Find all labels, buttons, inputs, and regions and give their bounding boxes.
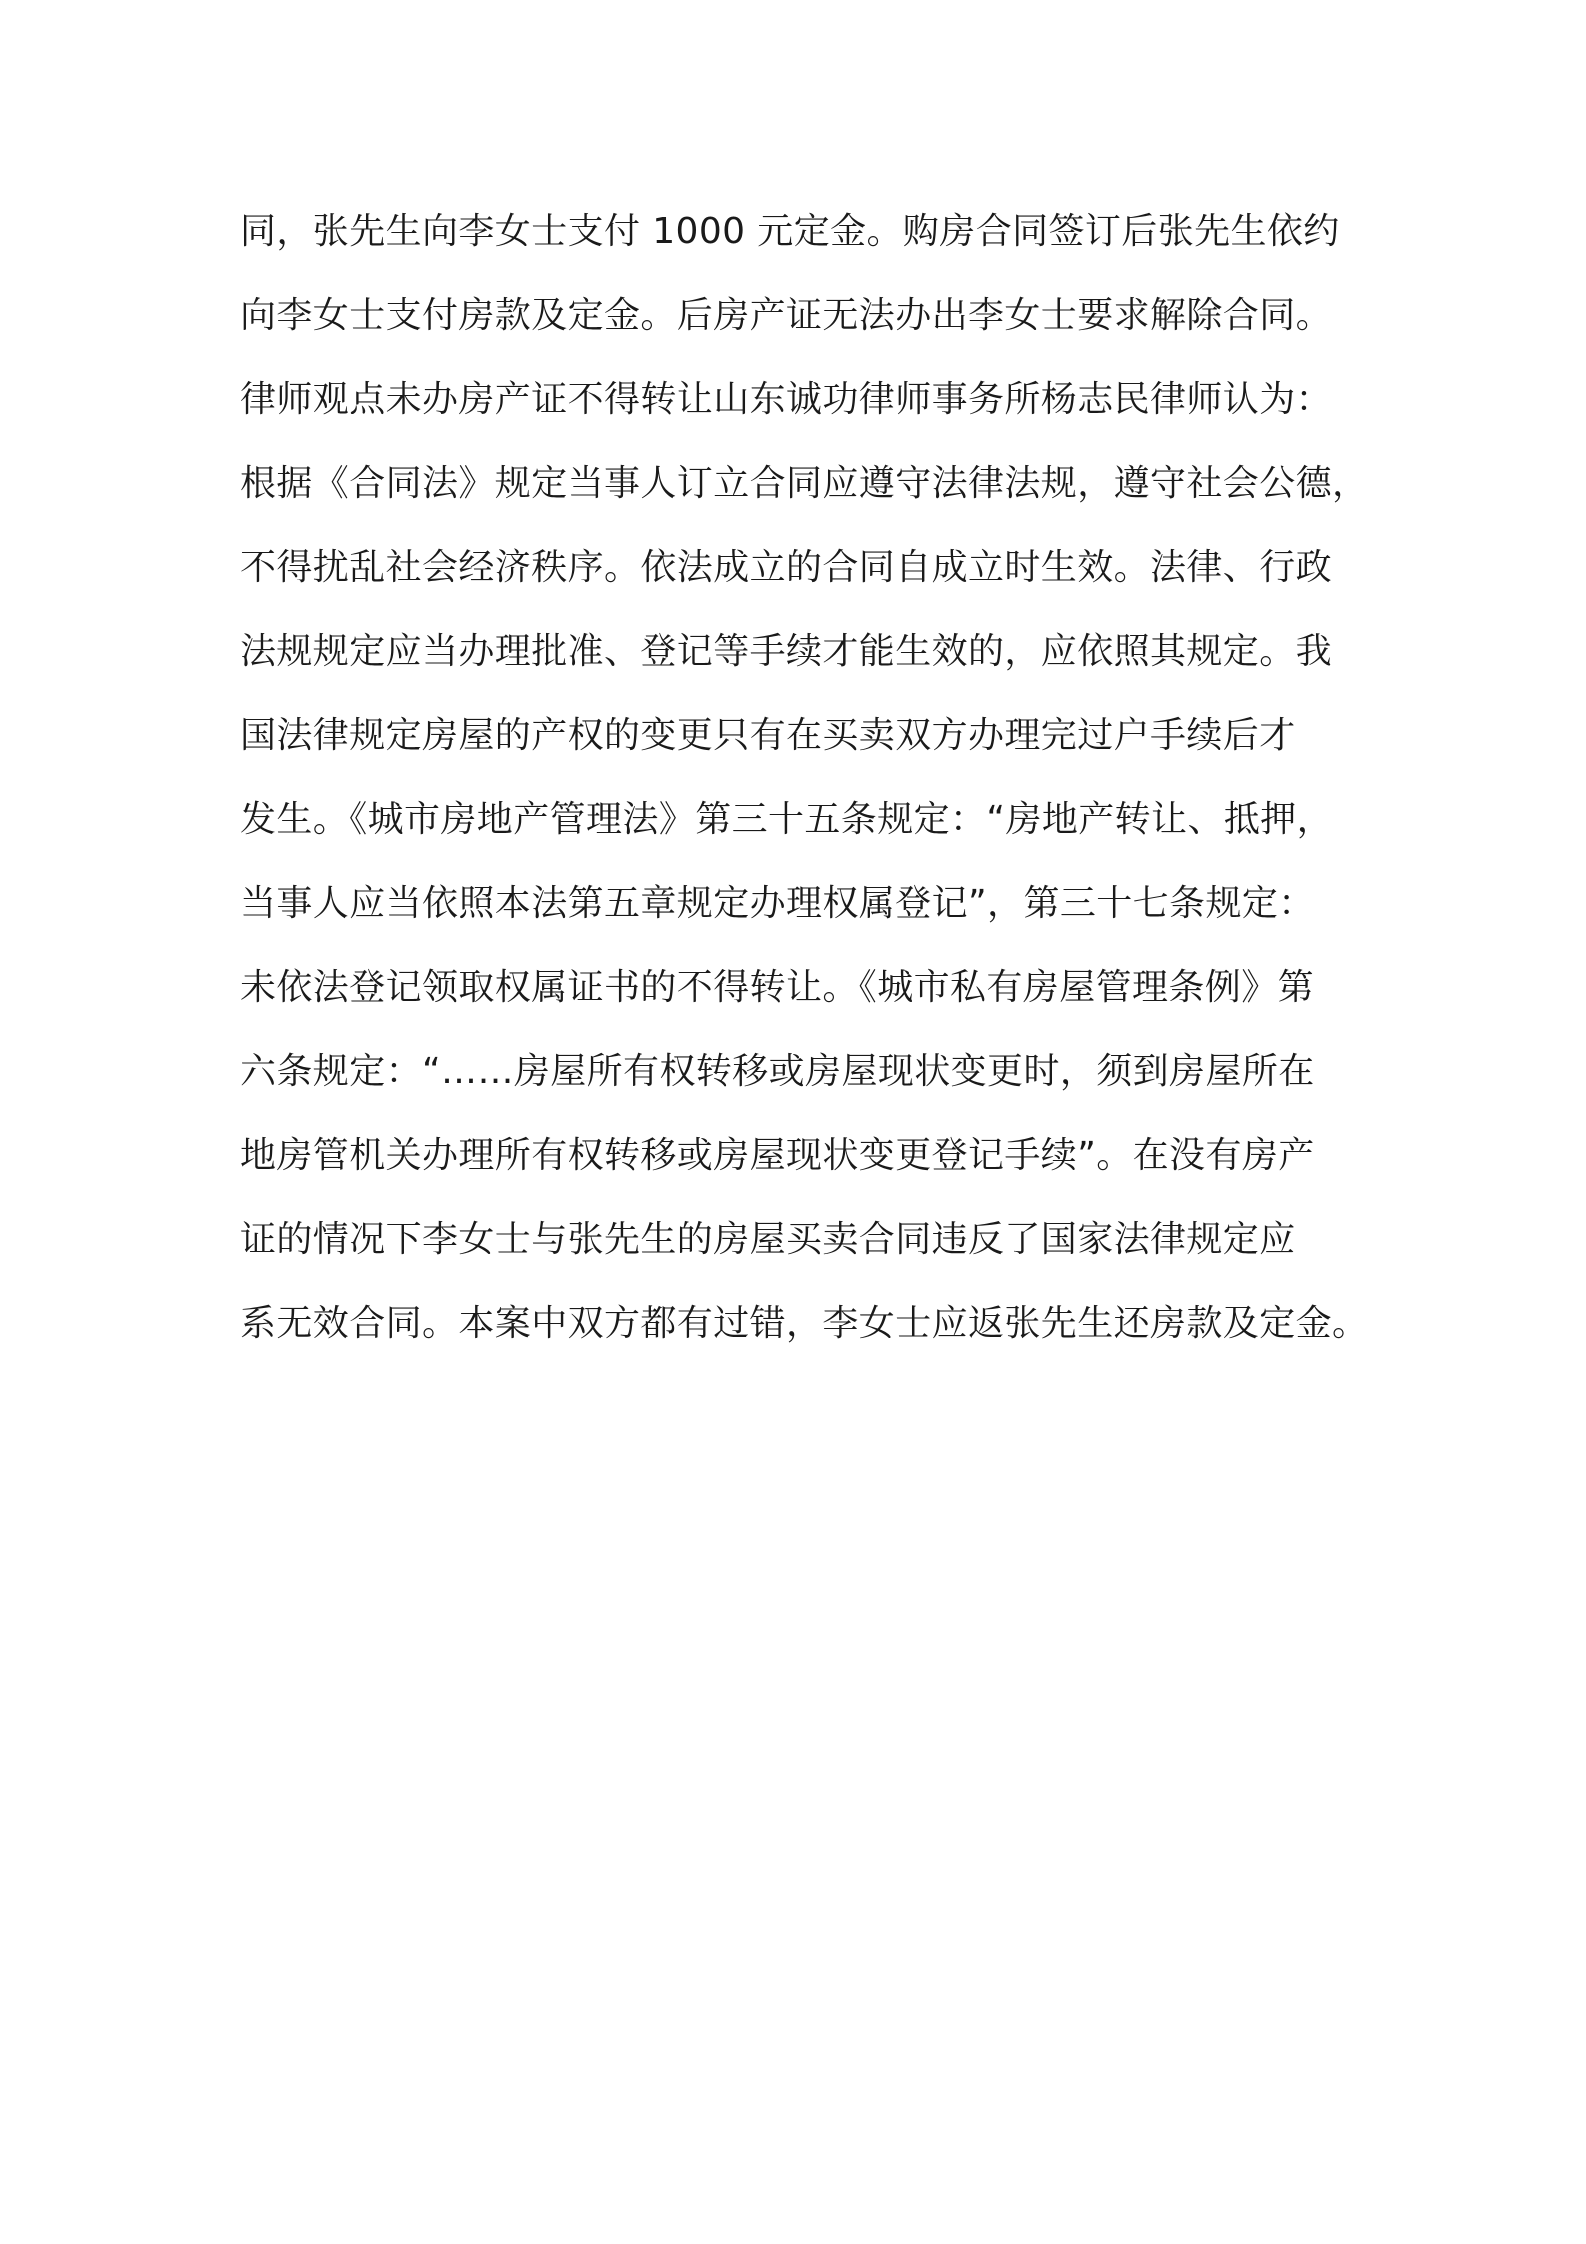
text-line: 同，张先生向李女士支付 1000 元定金。购房合同签订后张先生依约 [240, 211, 1340, 252]
text-line: 律师观点未办房产证不得转让山东诚功律师事务所杨志民律师认为： [240, 379, 1333, 420]
text-line: 系无效合同。本案中双方都有过错，李女士应返张先生还房款及定金。 [240, 1303, 1369, 1344]
text-line: 国法律规定房屋的产权的变更只有在买卖双方办理完过户手续后才 [240, 715, 1296, 756]
text-line: 向李女士支付房款及定金。后房产证无法办出李女士要求解除合同。 [240, 295, 1333, 336]
text-line: 六条规定：“……房屋所有权转移或房屋现状变更时，须到房屋所在 [240, 1051, 1315, 1092]
text-line: 根据《合同法》规定当事人订立合同应遵守法律法规，遵守社会公德， [240, 463, 1369, 504]
text-line: 法规规定应当办理批准、登记等手续才能生效的，应依照其规定。我 [240, 631, 1333, 672]
text-line: 当事人应当依照本法第五章规定办理权属登记”，第三十七条规定： [240, 883, 1315, 924]
body-text [240, 190, 1369, 1366]
text-line: 证的情况下李女士与张先生的房屋买卖合同违反了国家法律规定应 [240, 1219, 1296, 1260]
text-line: 发生。《城市房地产管理法》第三十五条规定：“房地产转让、抵押， [240, 799, 1334, 840]
text-line: 未依法登记领取权属证书的不得转让。《城市私有房屋管理条例》第 [240, 967, 1315, 1008]
text-line: 不得扰乱社会经济秩序。依法成立的合同自成立时生效。法律、行政 [240, 547, 1333, 588]
text-line: 地房管机关办理所有权转移或房屋现状变更登记手续”。在没有房产 [240, 1135, 1315, 1176]
